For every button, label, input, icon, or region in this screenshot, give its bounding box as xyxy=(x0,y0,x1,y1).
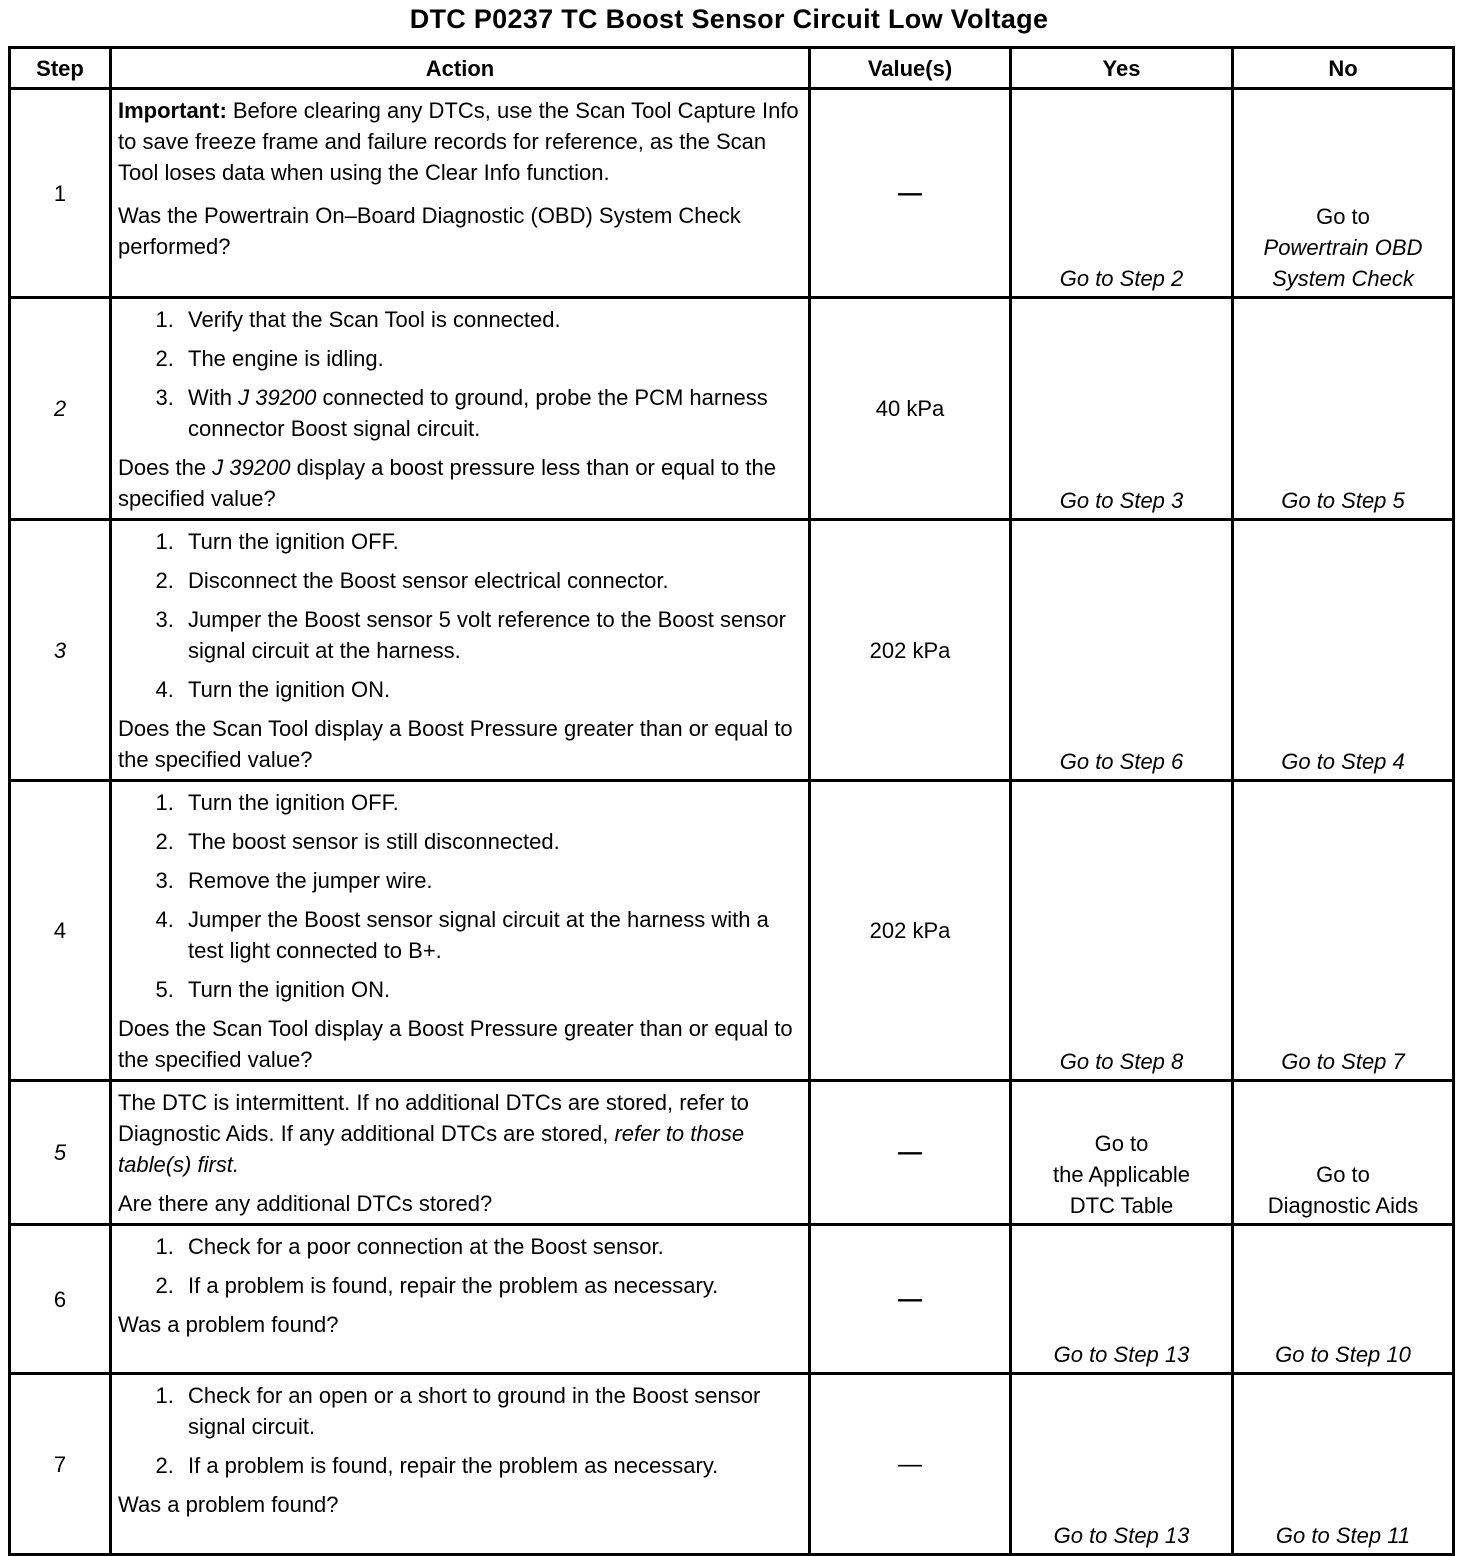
info-part-italic: refer to those table(s) first. xyxy=(118,1121,745,1177)
list-item: 3. Remove the jumper wire. xyxy=(180,865,804,896)
step-number: 6 xyxy=(10,1225,111,1374)
question-part: Does the xyxy=(118,455,213,480)
value-cell: 202 kPa xyxy=(810,520,1011,781)
no-line-1: Powertrain OBD xyxy=(1263,235,1423,260)
question-text: Are there any additional DTCs stored? xyxy=(118,1191,493,1216)
list-item xyxy=(180,382,804,444)
info-part: The DTC is intermittent. If no additional DTCs are stored, refer to Diagnostic Aids. If any additional DTCs are stored, xyxy=(118,1090,749,1146)
list-item: 2. If a problem is found, repair the problem as necessary. xyxy=(180,1450,804,1481)
instruction-list xyxy=(118,526,804,705)
list-item: 1. Verify that the Scan Tool is connected. xyxy=(180,304,804,335)
value-cell: 40 kPa xyxy=(810,298,1011,520)
tool-name: J 39200 xyxy=(238,385,317,410)
question-text: Does the Scan Tool display a Boost Pressure greater than or equal to the specified value? xyxy=(118,716,793,772)
item-text: connected to ground, probe the PCM harness connector Boost signal circuit. xyxy=(188,385,768,441)
list-item: 1. Turn the ignition OFF. xyxy=(180,526,804,557)
list-item: 2. The engine is idling. xyxy=(180,343,804,374)
list-item: 2. If a problem is found, repair the problem as necessary. xyxy=(180,1270,804,1301)
table-row-step-3 xyxy=(10,520,1454,781)
list-item: 1. Check for an open or a short to ground in the Boost sensor signal circuit. xyxy=(180,1380,804,1442)
table-row-step-5 xyxy=(10,1081,1454,1225)
yes-link-go-to-step-13[interactable]: Go to Step 13 xyxy=(1011,1225,1233,1374)
list-item: 3. Jumper the Boost sensor 5 volt reference to the Boost sensor signal circuit at the harness. xyxy=(180,604,804,666)
value-cell xyxy=(810,89,1011,298)
table-row-step-6 xyxy=(10,1225,1454,1374)
question-text xyxy=(118,452,804,514)
list-item: 1. Turn the ignition OFF. xyxy=(180,787,804,818)
page-title: DTC P0237 TC Boost Sensor Circuit Low Voltage xyxy=(409,4,1049,34)
step-number: 3 xyxy=(10,520,111,781)
no-link-go-to-step-4[interactable]: Go to Step 4 xyxy=(1233,520,1454,781)
instruction-list xyxy=(118,787,804,1005)
list-item: 4. Jumper the Boost sensor signal circuit at the harness with a test light connected to B+. xyxy=(180,904,804,966)
header-values: Value(s) xyxy=(810,48,1011,89)
list-item: 2. The boost sensor is still disconnected. xyxy=(180,826,804,857)
table-row-step-4 xyxy=(10,781,1454,1081)
no-link-go-to-step-11[interactable]: Go to Step 11 xyxy=(1233,1374,1454,1555)
action-cell xyxy=(111,89,810,298)
action-cell xyxy=(111,298,810,520)
value-cell xyxy=(810,1081,1011,1225)
diagnostic-table xyxy=(8,46,1455,1556)
instruction-list xyxy=(118,1231,804,1301)
no-link-obd-system-check[interactable] xyxy=(1233,89,1454,298)
header-row xyxy=(10,48,1454,89)
question-text: Was a problem found? xyxy=(118,1492,339,1517)
yes-link-applicable-dtc-table[interactable] xyxy=(1011,1081,1233,1225)
no-link-diagnostic-aids[interactable] xyxy=(1233,1081,1454,1225)
value-text: — xyxy=(898,1139,922,1166)
table-row-step-7 xyxy=(10,1374,1454,1555)
value-cell xyxy=(810,1374,1011,1555)
yes-line-2: the Applicable xyxy=(1053,1162,1190,1187)
list-item: 5. Turn the ignition ON. xyxy=(180,974,804,1005)
important-text: Before clearing any DTCs, use the Scan Tool Capture Info to save freeze frame and failure records for reference, as the Scan Tool loses data when using the Clear Info function. xyxy=(118,98,799,185)
value-text: — xyxy=(898,1450,922,1478)
info-text xyxy=(118,1087,804,1180)
instruction-list xyxy=(118,1380,804,1481)
header-yes: Yes xyxy=(1011,48,1233,89)
step-number: 2 xyxy=(10,298,111,520)
value-text: — xyxy=(898,179,922,207)
question-part: display a boost pressure less than or equal to the specified value? xyxy=(118,455,776,511)
tool-name: J 39200 xyxy=(212,455,291,480)
no-prefix: Go to xyxy=(1316,204,1370,229)
step-number: 7 xyxy=(10,1374,111,1555)
instruction-list xyxy=(118,304,804,444)
question-text: Does the Scan Tool display a Boost Pressure greater than or equal to the specified value? xyxy=(118,1016,793,1072)
item-text: With xyxy=(188,385,239,410)
yes-link-go-to-step-13[interactable]: Go to Step 13 xyxy=(1011,1374,1233,1555)
step-number: 5 xyxy=(10,1081,111,1225)
list-item: 2. Disconnect the Boost sensor electrical connector. xyxy=(180,565,804,596)
action-cell xyxy=(111,1081,810,1225)
list-item: 4. Turn the ignition ON. xyxy=(180,674,804,705)
action-cell xyxy=(111,781,810,1081)
yes-line-1: Go to xyxy=(1094,1131,1149,1156)
yes-link-go-to-step-2[interactable]: Go to Step 2 xyxy=(1011,89,1233,298)
header-no: No xyxy=(1233,48,1454,89)
no-line-2: Diagnostic Aids xyxy=(1267,1193,1419,1218)
header-action: Action xyxy=(111,48,810,89)
table-row-step-1 xyxy=(10,89,1454,298)
header-step: Step xyxy=(10,48,111,89)
yes-link-go-to-step-8[interactable]: Go to Step 8 xyxy=(1011,781,1233,1081)
important-note xyxy=(118,95,804,188)
yes-line-3: DTC Table xyxy=(1069,1193,1174,1218)
action-cell xyxy=(111,1374,810,1555)
no-line-2: System Check xyxy=(1272,266,1414,291)
yes-link-go-to-step-3[interactable]: Go to Step 3 xyxy=(1011,298,1233,520)
value-cell xyxy=(810,1225,1011,1374)
table-row-step-2 xyxy=(10,298,1454,520)
list-item: 1. Check for a poor connection at the Boost sensor. xyxy=(180,1231,804,1262)
value-text: — xyxy=(898,1285,922,1313)
step-number: 1 xyxy=(10,89,111,298)
important-label: Important: xyxy=(118,98,227,123)
question-text: Was the Powertrain On–Board Diagnostic (OBD) System Check performed? xyxy=(118,203,741,259)
no-link-go-to-step-5[interactable]: Go to Step 5 xyxy=(1233,298,1454,520)
action-cell xyxy=(111,520,810,781)
no-link-go-to-step-7[interactable]: Go to Step 7 xyxy=(1233,781,1454,1081)
yes-link-go-to-step-6[interactable]: Go to Step 6 xyxy=(1011,520,1233,781)
no-line-1: Go to xyxy=(1316,1162,1370,1187)
question-text: Was a problem found? xyxy=(118,1312,339,1337)
value-cell: 202 kPa xyxy=(810,781,1011,1081)
no-link-go-to-step-10[interactable]: Go to Step 10 xyxy=(1233,1225,1454,1374)
step-number: 4 xyxy=(10,781,111,1081)
action-cell xyxy=(111,1225,810,1374)
